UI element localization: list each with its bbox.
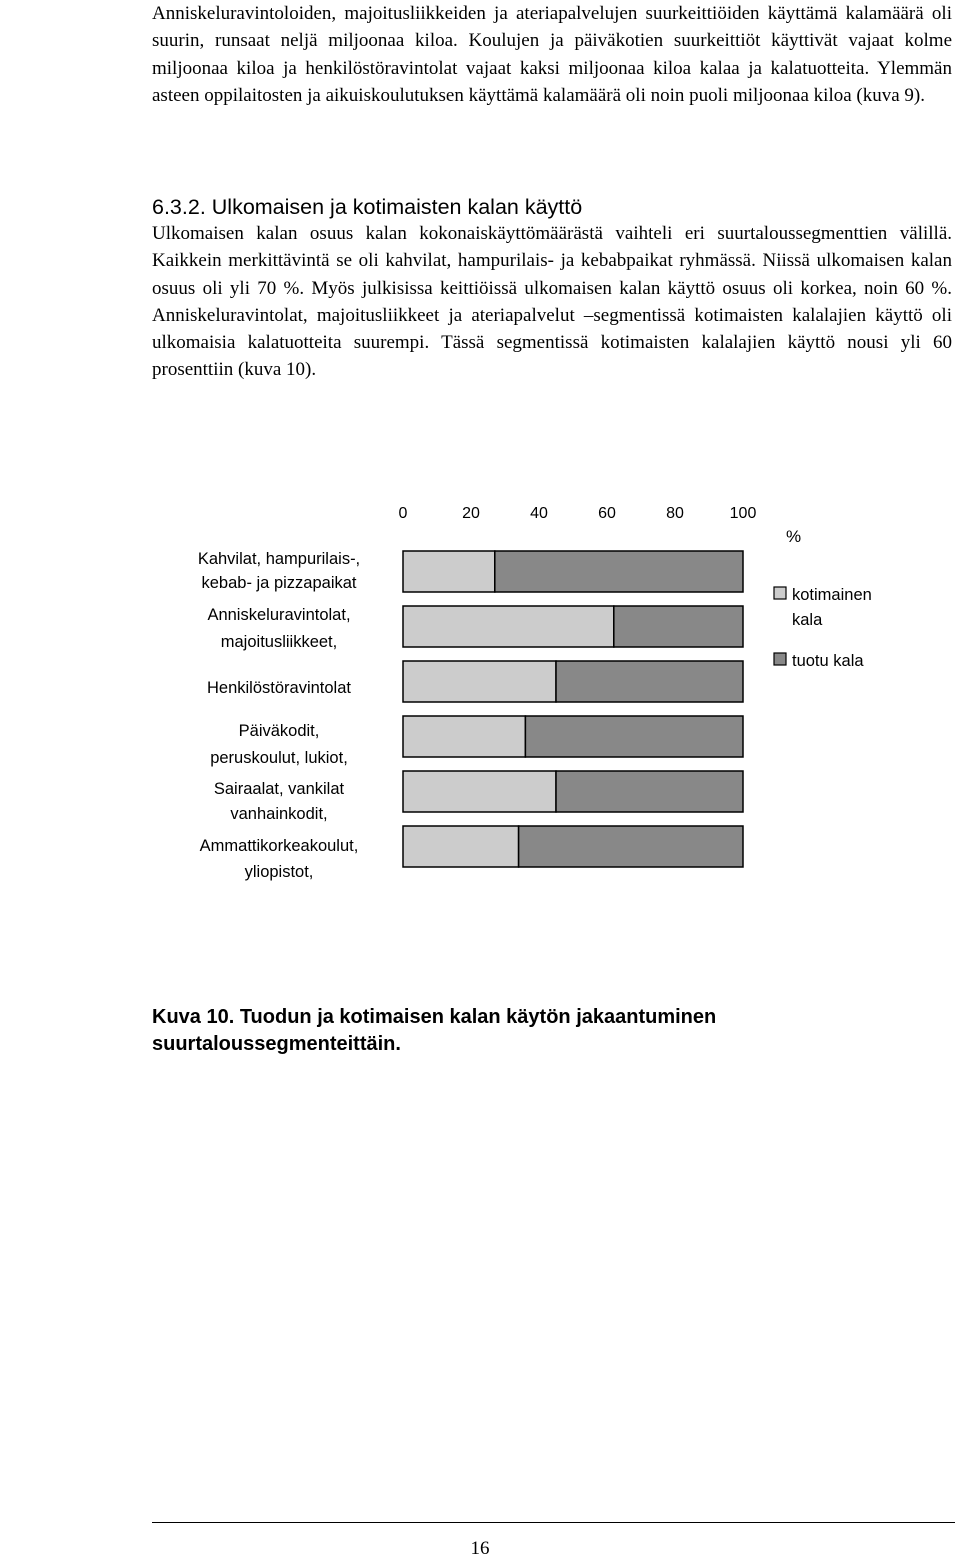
- x-tick-label: 100: [729, 505, 757, 522]
- bar-segment-kotimainen: [403, 551, 495, 592]
- bar-segment-kotimainen: [403, 661, 556, 702]
- category-labels: [198, 550, 360, 881]
- category-label: Kahvilat, hampurilais-,: [197, 550, 361, 568]
- bar-segment-tuotu: [614, 606, 743, 647]
- stacked-bar-chart: [0, 480, 960, 900]
- bar-segment-tuotu: [519, 826, 743, 867]
- category-label: kebab- ja pizzapaikat: [201, 574, 357, 592]
- paragraph-2: Ulkomaisen kalan osuus kalan kokonaiskäyttömäärästä vaihteli eri suurtaloussegmenttien välillä. Kaikkein merkittävintä se oli kahvilat, hampurilais- ja kebabpaikat ryhmässä. Niissä ulkomaisen kalan osuus oli yli 70 %. Myös julkisissa keittiöissä ulkomaisen kalan käyttö osuus oli korkea, noin 60 %. Anniskeluravintolat, majoitusliikkeet ja ateriapalvelut –segmentissä kotimaisten kalalajien käyttö oli ulkomaisia kalatuotteita suurempi. Tässä segmentissä kotimaisten kalalajien käyttö nousi yli 60 prosenttiin (kuva 10).: [152, 223, 952, 381]
- figure-caption: Kuva 10. Tuodun ja kotimaisen kalan käytön jakaantuminen suurtaloussegmenteittäin.: [152, 1006, 717, 1055]
- unit-label: %: [786, 527, 802, 546]
- x-axis-ticks: [399, 505, 802, 546]
- bar-segment-tuotu: [556, 661, 743, 702]
- legend-label: kotimainen: [792, 586, 872, 604]
- bar-segment-kotimainen: [403, 826, 519, 867]
- bars: [403, 551, 743, 867]
- x-tick-label: 80: [666, 505, 684, 522]
- category-label: majoitusliikkeet,: [220, 633, 338, 651]
- x-tick-label: 20: [462, 505, 480, 522]
- bar-segment-tuotu: [495, 551, 743, 592]
- x-tick-label: 60: [598, 505, 616, 522]
- x-tick-label: 0: [398, 505, 408, 522]
- section-heading: 6.3.2. Ulkomaisen ja kotimaisten kalan käyttö: [152, 195, 583, 219]
- x-tick-label: 40: [530, 505, 548, 522]
- footer-rule: [152, 1522, 955, 1523]
- bar-segment-kotimainen: [403, 716, 525, 757]
- category-label: Sairaalat, vankilat: [213, 780, 345, 798]
- category-label: Henkilöstöravintolat: [207, 679, 351, 697]
- page-number: 16: [470, 1538, 490, 1559]
- category-label: yliopistot,: [244, 863, 314, 881]
- category-label: peruskoulut, lukiot,: [210, 749, 348, 767]
- legend-label: tuotu kala: [792, 652, 864, 670]
- category-label: vanhainkodit,: [230, 805, 328, 823]
- bar-segment-kotimainen: [403, 771, 556, 812]
- legend-swatch: [774, 587, 786, 599]
- category-label: Ammattikorkeakoulut,: [199, 837, 359, 855]
- category-label: Päiväkodit,: [238, 722, 320, 740]
- legend: [774, 586, 872, 670]
- paragraph-1: Anniskeluravintoloiden, majoitusliikkeiden ja ateriapalvelujen suurkeittiöiden käyttämä kalamäärä oli suurin, runsaat neljä miljoonaa kiloa. Koulujen ja päiväkotien suurkeittiöt käyttivät vajaat kolme miljoonaa kiloa ja henkilöstöravintolat vajaat kaksi miljoonaa kiloa kalaa ja kalatuotteita. Ylemmän asteen oppilaitosten ja aikuiskoulutuksen käyttämä kalamäärä oli noin puoli miljoonaa kiloa (kuva 9).: [152, 3, 952, 106]
- category-label: Anniskeluravintolat,: [207, 606, 351, 624]
- bar-segment-tuotu: [556, 771, 743, 812]
- bar-segment-tuotu: [525, 716, 743, 757]
- bar-segment-kotimainen: [403, 606, 614, 647]
- legend-swatch: [774, 653, 786, 665]
- legend-label: kala: [792, 611, 823, 629]
